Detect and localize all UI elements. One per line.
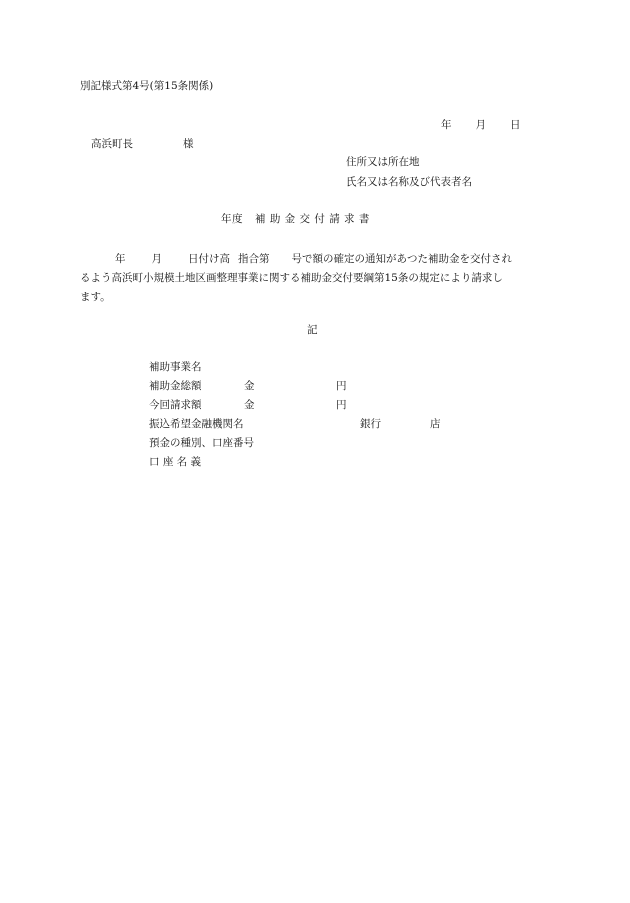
body-directive: 指合第 — [238, 253, 270, 265]
body-paragraph — [80, 250, 550, 307]
title-fiscal-year: 年度 — [221, 213, 243, 225]
applicant-address-label: 住所又は所在地 — [346, 156, 420, 168]
body-line-3: ます。 — [80, 291, 111, 303]
body-line-1 — [80, 250, 550, 269]
item-account-holder — [149, 457, 201, 468]
request-amount-label: 今回請求額 — [149, 399, 202, 411]
addressee-name: 高浜町長 — [91, 138, 133, 150]
date-line — [441, 120, 521, 131]
date-month-label: 月 — [475, 119, 486, 131]
addressee — [91, 139, 194, 150]
body-dated: 日付け高 — [188, 253, 230, 265]
document-title — [221, 214, 370, 225]
date-day-label: 日 — [510, 119, 521, 131]
body-month: 月 — [151, 253, 162, 265]
total-amount-yen: 円 — [336, 380, 347, 392]
branch-suffix: 店 — [430, 418, 441, 430]
date-year-label: 年 — [441, 119, 452, 131]
body-line1-rest: 号で額の確定の通知があつた補助金を交付され — [291, 253, 512, 265]
item-account-type — [149, 438, 254, 449]
body-year: 年 — [115, 253, 126, 265]
item-project-name — [149, 362, 202, 373]
total-amount-label: 補助金総額 — [149, 380, 202, 392]
item-total-amount — [149, 380, 347, 392]
item-request-amount — [149, 399, 347, 411]
bank-suffix: 銀行 — [360, 418, 381, 430]
ki-heading: 記 — [307, 324, 318, 336]
addressee-honorific: 様 — [183, 138, 194, 150]
item-bank — [149, 418, 441, 430]
title-text: 補 助 金 交 付 請 求 書 — [255, 213, 370, 225]
account-holder-label: 口 座 名 義 — [149, 456, 202, 468]
bank-label: 振込希望金融機関名 — [149, 418, 244, 430]
request-amount-yen: 円 — [336, 399, 347, 411]
form-number: 別記様式第4号(第15条関係) — [80, 80, 214, 92]
total-amount-kin: 金 — [244, 380, 255, 392]
request-amount-kin: 金 — [244, 399, 255, 411]
body-line-2: るよう高浜町小規模土地区画整理事業に関する補助金交付要綱第15条の規定により請求し — [80, 272, 503, 284]
project-name-label: 補助事業名 — [149, 361, 202, 373]
applicant-name-label: 氏名又は名称及び代表者名 — [346, 176, 472, 188]
account-type-label: 預金の種別、口座番号 — [149, 437, 254, 449]
